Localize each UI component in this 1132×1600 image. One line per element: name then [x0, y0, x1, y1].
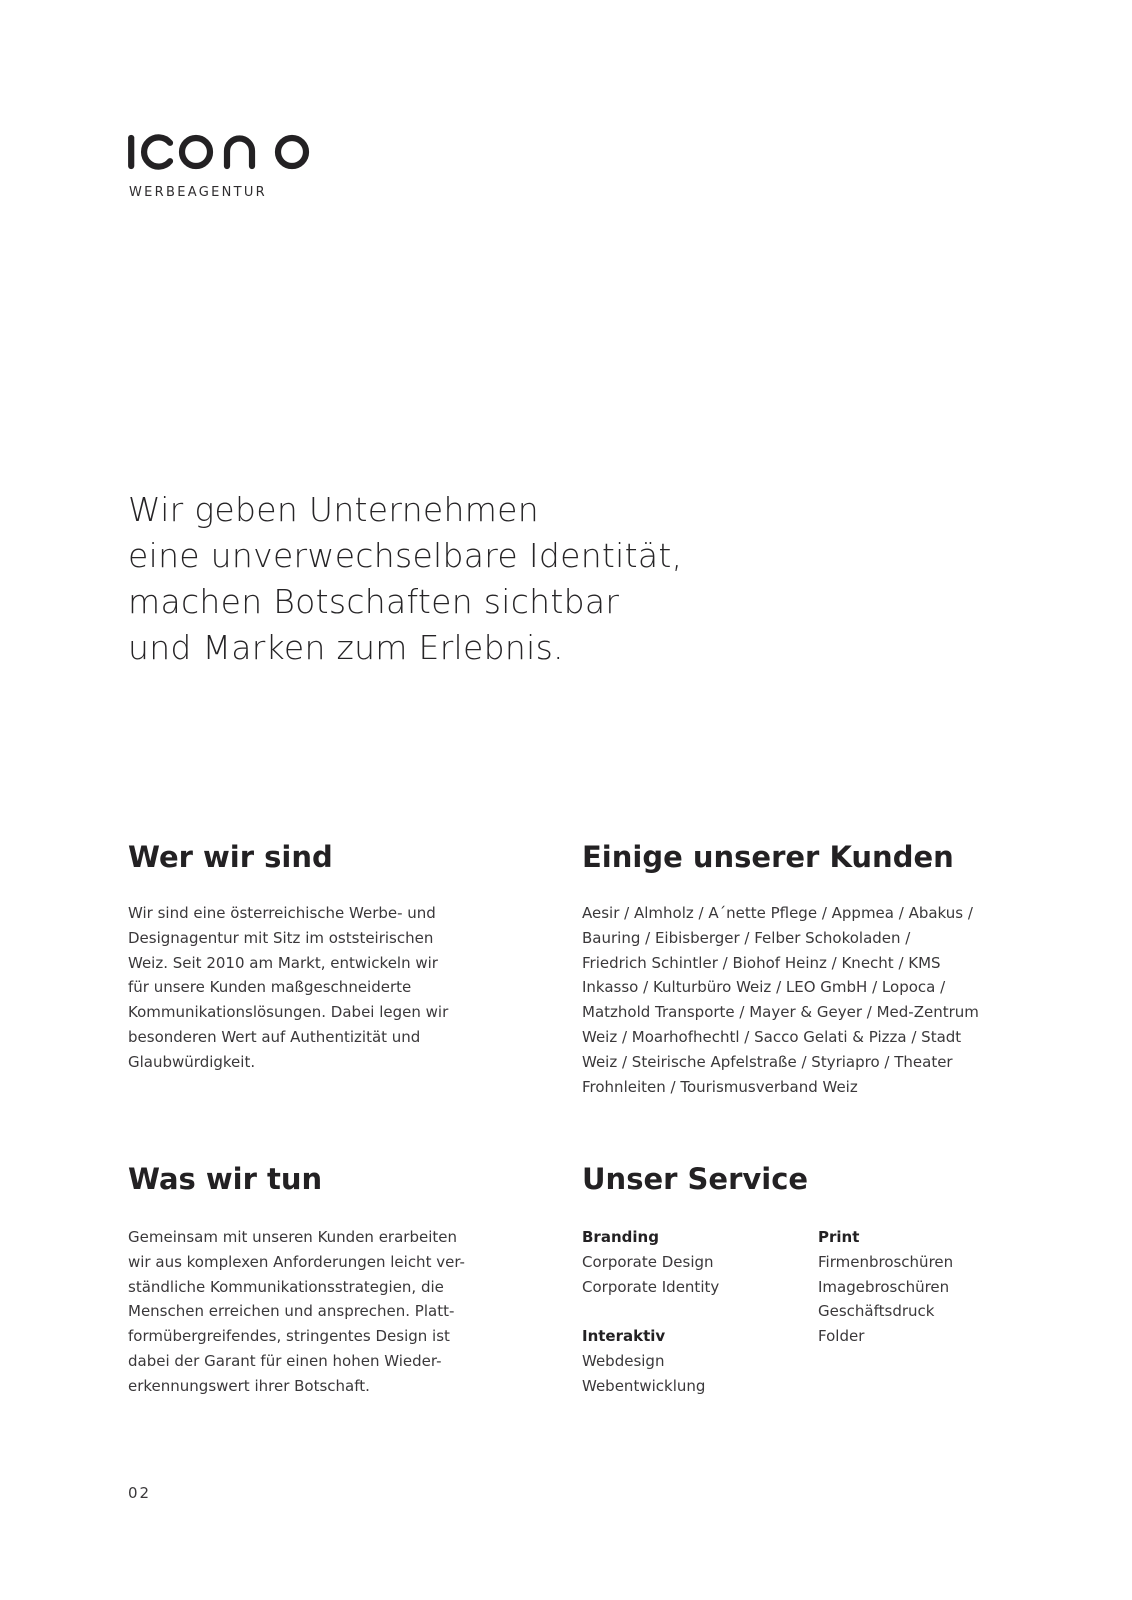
client-line: Weiz / Moarhofhechtl / Sacco Gelati & Pizza / Stadt — [582, 1027, 962, 1046]
body-line: Wir sind eine österreichische Werbe- und — [128, 904, 436, 922]
service-group-interaktiv — [582, 1324, 719, 1398]
service-item: Corporate Design — [582, 1252, 714, 1271]
intro-statement — [128, 487, 828, 671]
body-line: erkennungswert ihrer Botschaft. — [128, 1376, 370, 1395]
body-line: Kommunikationslösungen. Dabei legen wir — [128, 1003, 449, 1022]
service-item: Webentwicklung — [582, 1376, 706, 1395]
service-item: Webdesign — [582, 1351, 665, 1370]
body-line: für unsere Kunden maßgeschneiderte — [128, 978, 412, 997]
body-line: dabei der Garant für einen hohen Wieder- — [128, 1351, 442, 1370]
client-line: Bauring / Eibisberger / Felber Schokoladen / — [582, 928, 911, 947]
body-line: besonderen Wert auf Authentizität und — [128, 1027, 421, 1046]
client-list — [582, 901, 1032, 1099]
service-item: Geschäftsdruck — [818, 1302, 935, 1321]
client-line: Matzhold Transporte / Mayer & Geyer / Med-Zentrum — [582, 1003, 979, 1022]
body-line: Glaubwürdigkeit. — [128, 1052, 256, 1071]
service-category: Interaktiv — [582, 1327, 666, 1346]
client-line: Frohnleiten / Tourismusverband Weiz — [582, 1077, 858, 1096]
icono-wordmark-logo — [128, 132, 310, 172]
brand-logo — [128, 132, 318, 202]
client-line: Friedrich Schintler / Biohof Heinz / Knecht / KMS — [582, 953, 941, 972]
service-category: Print — [818, 1228, 860, 1246]
section-heading: Einige unserer Kunden — [582, 840, 954, 874]
service-item: Corporate Identity — [582, 1277, 720, 1296]
section-heading: Unser Service — [582, 1162, 809, 1196]
section-body — [128, 1225, 528, 1399]
section-heading: Wer wir sind — [128, 840, 333, 874]
body-line: formübergreifendes, stringentes Design ist — [128, 1327, 450, 1346]
page-number: 02 — [128, 1484, 152, 1502]
body-line: Gemeinsam mit unseren Kunden erarbeiten — [128, 1228, 457, 1246]
service-column-right — [818, 1225, 953, 1349]
intro-line: machen Botschaften sichtbar — [128, 582, 620, 621]
section-who-we-are — [128, 839, 528, 1075]
intro-line: und Marken zum Erlebnis. — [128, 628, 564, 667]
client-line: Inkasso / Kulturbüro Weiz / LEO GmbH / Lopoca / — [582, 978, 946, 997]
service-item: Imagebroschüren — [818, 1277, 950, 1296]
service-group-branding — [582, 1225, 719, 1299]
service-item: Firmenbroschüren — [818, 1252, 954, 1271]
body-line: Designagentur mit Sitz im oststeirischen — [128, 928, 434, 947]
section-heading: Was wir tun — [128, 1162, 323, 1196]
service-category: Branding — [582, 1228, 659, 1246]
brand-tagline: WERBEAGENTUR — [129, 185, 267, 200]
section-service — [582, 1161, 1032, 1421]
body-line: Menschen erreichen und ansprechen. Platt- — [128, 1302, 455, 1321]
section-body — [128, 901, 528, 1075]
section-what-we-do — [128, 1161, 528, 1399]
service-item: Folder — [818, 1327, 865, 1346]
section-clients — [582, 839, 1032, 1099]
body-line: Weiz. Seit 2010 am Markt, entwickeln wir — [128, 953, 438, 972]
client-line: Weiz / Steirische Apfelstraße / Styriapro / Theater — [582, 1052, 953, 1071]
body-line: ständliche Kommunikationsstrategien, die — [128, 1277, 444, 1296]
client-line: Aesir / Almholz / A´nette Pflege / Appmea / Abakus / — [582, 904, 973, 922]
intro-line: eine unverwechselbare Identität, — [128, 536, 683, 575]
service-column-left — [582, 1225, 719, 1399]
body-line: wir aus komplexen Anforderungen leicht ver- — [128, 1252, 465, 1271]
service-group-print — [818, 1225, 953, 1349]
intro-line: Wir geben Unternehmen — [128, 490, 539, 529]
